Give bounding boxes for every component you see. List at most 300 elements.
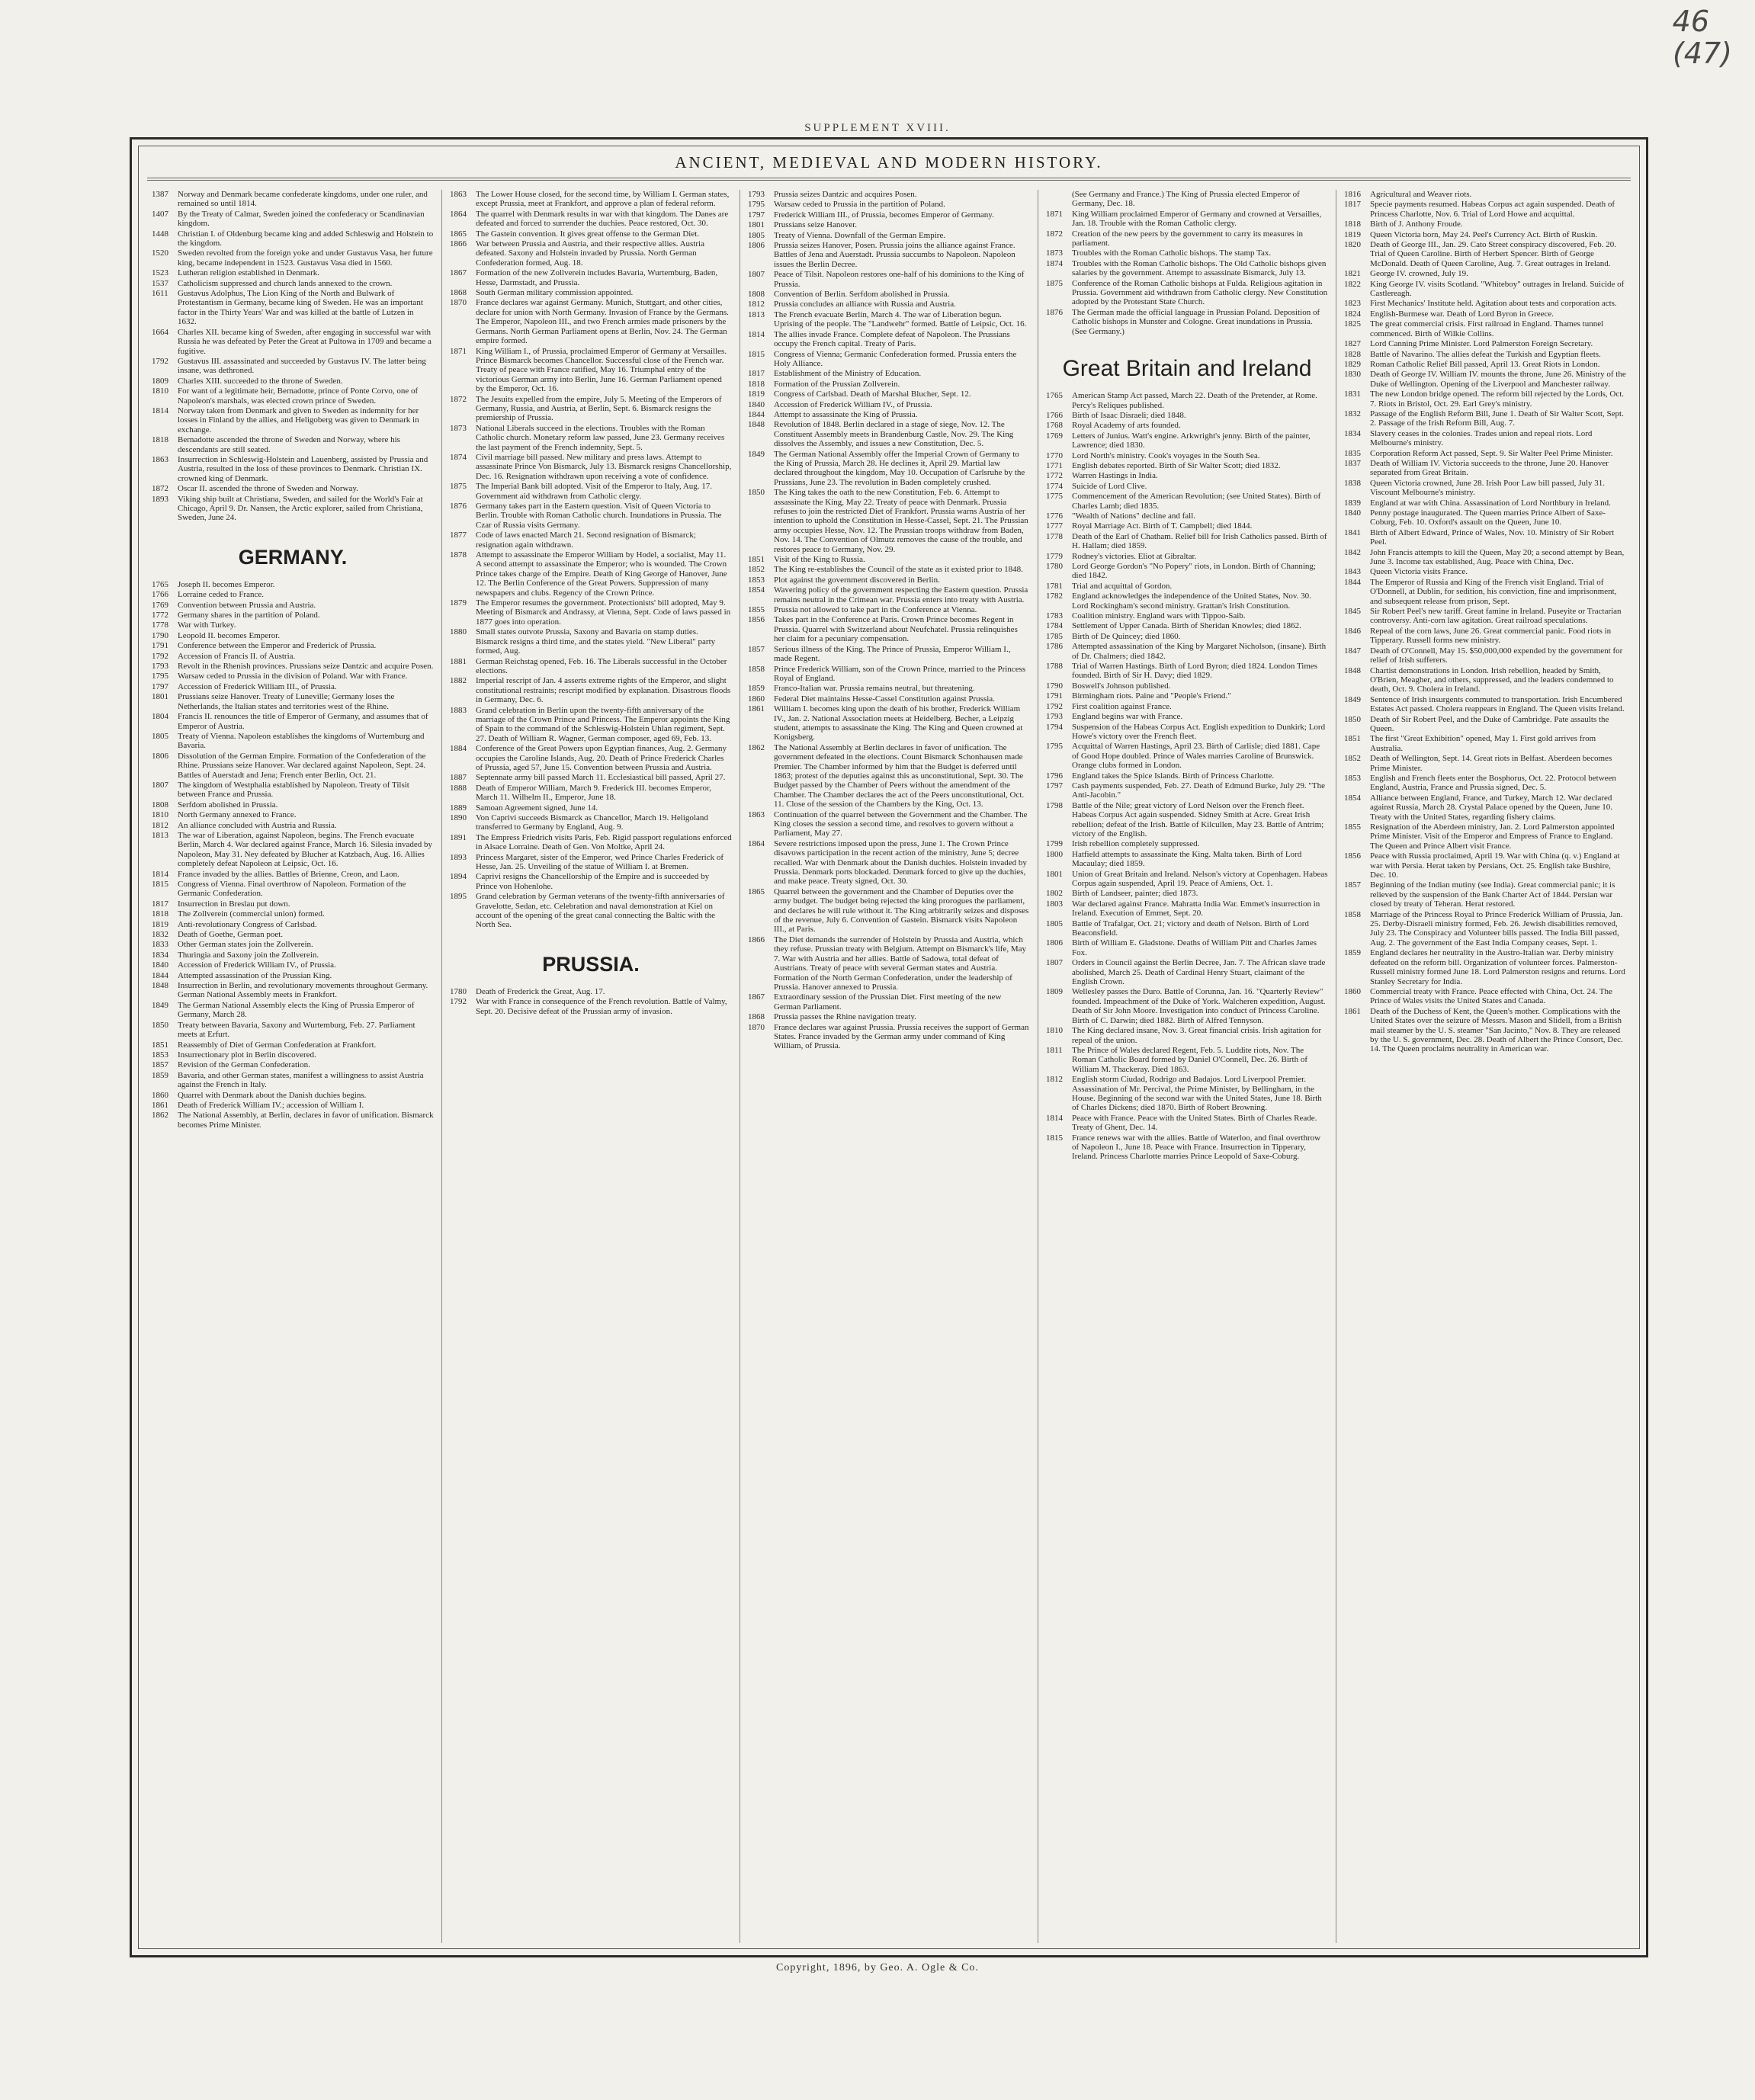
- history-entry: [450, 550, 732, 598]
- history-entry: [152, 672, 434, 681]
- history-entry: [152, 951, 434, 960]
- history-entry: [748, 575, 1030, 585]
- entry-year: 1860: [152, 1090, 168, 1100]
- history-entry: [1344, 319, 1626, 338]
- entry-text: The German National Assembly elects the King of Prussia Emperor of Germany, March 28.: [178, 1000, 415, 1020]
- entry-text: Gustavus III. assassinated and succeeded by Gustavus IV. The latter being insane, was dethroned.: [178, 356, 426, 376]
- entry-text: The Diet demands the surrender of Holstein by Prussia and Austria, which they refuse. Prussian treaty with Belgium. Attempt on Bismarck's life, May 7. War with Austria and her allies. Battle of Sadowa, total defeat of Austrians. Treaty of peace with several German states and Austria. Formation of the North German Confederation, under the leadership of Prussia. Hanover annexed to Prussia.: [774, 935, 1027, 992]
- history-entry: [1344, 754, 1626, 773]
- entry-text: Birth of William E. Gladstone. Deaths of William Pitt and Charles James Fox.: [1072, 938, 1317, 957]
- entry-text: Trial and acquittal of Gordon.: [1072, 581, 1173, 591]
- entry-text: The King takes the oath to the new Constitution, Feb. 6. Attempt to assassinate the King, May 22. Treaty of peace with Denmark. Prussia refuses to join the restricted Diet of Frankfort. Prussia warns Austria of her intention to uphold the Constitution in Hesse-Cassel, Sept. 21. The Prussian army occupies Hesse, Nov. 12. The Prussian troops withdraw from Baden, Nov. 14. The Convention of Olmutz removes the cause of the trouble, and restores peace to Germany, Nov. 29.: [774, 488, 1028, 554]
- entry-text: Death of the Duchess of Kent, the Queen's mother. Complications with the United States over the seizure of Messrs. Mason and Slidell, from a British mail steamer by the U. S. steamer "San Jacinto," Nov. 8. They are released by the U. S. government, Dec. 28. Death of Albert the Prince Consort, Dec. 14. The Queen proclaims neutrality in American war.: [1370, 1006, 1623, 1054]
- history-entry: [1344, 390, 1626, 409]
- history-entry: [1046, 1114, 1328, 1133]
- entry-year: 1797: [152, 681, 168, 691]
- entry-year: 1835: [1344, 448, 1361, 458]
- history-entry: [152, 435, 434, 454]
- entry-text: Catholicism suppressed and church lands annexed to the crown.: [178, 278, 393, 288]
- history-entry: [748, 645, 1030, 664]
- entry-text: Accession of Frederick William IV., of Prussia.: [774, 399, 932, 409]
- entry-text: Birth of Albert Edward, Prince of Wales, Nov. 10. Ministry of Sir Robert Peel.: [1370, 527, 1615, 547]
- history-entry: [1046, 781, 1328, 800]
- entry-text: The Empress Friedrich visits Paris, Feb. Rigid passport regulations enforced in Alsace Lorraine. Death of Gen. Von Moltke, April 24.: [476, 832, 732, 852]
- entry-year: 1852: [748, 565, 765, 575]
- entry-text: First coalition against France.: [1072, 701, 1172, 711]
- history-entry: [152, 880, 434, 899]
- entry-text: Convention between Prussia and Austria.: [178, 600, 316, 610]
- entry-year: 1859: [748, 684, 765, 694]
- history-entry: [1344, 578, 1626, 606]
- entry-text: The Jesuits expelled from the empire, July 5. Meeting of the Emperors of Germany, Russia, and Austria, at Berlin, Sept. 6. Bismarck resigns the premiership of Prussia.: [476, 394, 722, 423]
- history-entry: [152, 1021, 434, 1040]
- entry-year: 1818: [152, 435, 168, 445]
- entry-text: Corporation Reform Act passed, Sept. 9. Sir Walter Peel Prime Minister.: [1370, 448, 1613, 458]
- entry-text: Slavery ceases in the colonies. Trades union and repeal riots. Lord Melbourne's ministry.: [1370, 428, 1593, 448]
- entry-text: Bernadotte ascended the throne of Sweden and Norway, where his descendants are still seated.: [178, 435, 400, 454]
- entry-year: 1780: [1046, 562, 1063, 571]
- history-entry: [152, 940, 434, 949]
- entry-text: France invaded by the allies. Battles of Brienne, Creon, and Laon.: [178, 869, 399, 879]
- entry-year: 1861: [152, 1100, 168, 1110]
- entry-text: The war of Liberation, against Napoleon, begins. The French evacuate Berlin, March 4. War declared against France, March 16. Silesia invaded by Napoleon, May 31. Ney defeated by Blucher at Katzbach, Aug. 16. Allies completely defeat Napoleon at Leipsic, Oct. 16.: [178, 830, 432, 869]
- history-entry: [1344, 548, 1626, 567]
- history-entry: [1046, 592, 1328, 611]
- entry-text: Queen Victoria born, May 24. Peel's Currency Act. Birth of Ruskin.: [1370, 229, 1598, 239]
- entry-text: England at war with China. Assassination of Lord Northbury in Ireland.: [1370, 498, 1611, 508]
- history-entry: [152, 210, 434, 229]
- entry-text: Death of Goethe, German poet.: [178, 930, 284, 940]
- history-entry: [152, 590, 434, 599]
- entry-text: Treaty of Vienna. Napoleon establishes the kingdoms of Wurtemburg and Bavaria.: [178, 731, 425, 751]
- history-entry: [1046, 308, 1328, 336]
- entry-text: Cash payments suspended, Feb. 27. Death of Edmund Burke, July 29. "The Anti-Jacobin.": [1072, 781, 1325, 800]
- entry-text: Creation of the new peers by the government to carry its measures in parliament.: [1072, 229, 1304, 248]
- entry-year: 1766: [1046, 410, 1063, 420]
- history-entry: [1344, 479, 1626, 498]
- entry-year: 1523: [152, 268, 168, 278]
- entry-year: 1891: [450, 832, 467, 842]
- entry-text: Peace with Russia proclaimed, April 19. War with China (q. v.) England at war with Persia. Herat taken by Persians, Oct. 25. English take Bushire, Dec. 10.: [1370, 851, 1620, 880]
- entry-year: 1878: [450, 550, 467, 560]
- entry-year: 1793: [1046, 712, 1063, 722]
- entry-year: 1834: [152, 950, 168, 960]
- entry-text: Royal Marriage Act. Birth of T. Campbell; died 1844.: [1072, 521, 1253, 531]
- entry-year: 1805: [152, 731, 168, 741]
- history-entry: [1344, 734, 1626, 753]
- entry-text: Peace of Tilsit. Napoleon restores one-half of his dominions to the King of Prussia.: [774, 270, 1025, 289]
- entry-year: 1780: [450, 986, 467, 996]
- entry-text: Christian I. of Oldenburg became king and added Schleswig and Holstein to the kingdom.: [178, 229, 434, 248]
- entry-year: 1778: [1046, 531, 1063, 541]
- entry-text: Treaty of Vienna. Downfall of the German Empire.: [774, 230, 946, 240]
- history-entry: [1344, 715, 1626, 734]
- entry-year: 1611: [152, 289, 168, 299]
- entry-text: England begins war with France.: [1072, 712, 1183, 722]
- history-entry: [1344, 528, 1626, 547]
- entry-year: 1868: [450, 288, 467, 298]
- entry-text: English-Burmese war. Death of Lord Byron in Greece.: [1370, 309, 1554, 319]
- entry-year: 1808: [152, 800, 168, 810]
- entry-year: 1792: [450, 997, 467, 1007]
- history-entry: [152, 377, 434, 386]
- entry-text: Plot against the government discovered in Berlin.: [774, 575, 940, 585]
- entry-year: 1844: [748, 409, 765, 419]
- entry-text: Marriage of the Princess Royal to Prince Frederick William of Prussia, Jan. 25. Derby-Disraeli ministry formed, Feb. 26. Jewish disabilities removed, July 23. The Conspiracy and Volunteer bills passed. The India Bill passed, Aug. 2. The government of the East India Company ceases, Sept. 1.: [1370, 909, 1623, 947]
- history-entry: [748, 585, 1030, 604]
- history-entry: [748, 231, 1030, 240]
- history-entry: [748, 743, 1030, 810]
- history-entry: [152, 692, 434, 711]
- entry-year: 1806: [1046, 938, 1063, 948]
- entry-year: 1871: [1046, 209, 1063, 219]
- history-entry: [1344, 409, 1626, 428]
- entry-year: 1858: [748, 664, 765, 674]
- history-entry: [152, 960, 434, 970]
- entry-text: National Liberals succeed in the elections. Troubles with the Roman Catholic church. Monetary reform law passed, June 23. Germany receives the last payment of the French indemnity, Sept. 5.: [476, 423, 725, 452]
- entry-year: 1788: [1046, 662, 1063, 672]
- entry-text: Establishment of the Ministry of Education.: [774, 369, 922, 379]
- entry-text: English and French fleets enter the Bosphorus, Oct. 22. Protocol between England, Austria, France and Prussia signed, Dec. 5.: [1370, 773, 1616, 793]
- history-entry: [1344, 309, 1626, 319]
- history-entry: [748, 810, 1030, 838]
- history-entry: [152, 971, 434, 980]
- entry-year: 1537: [152, 278, 168, 288]
- history-entry: [1046, 248, 1328, 258]
- entry-year: 1825: [1344, 319, 1361, 329]
- entry-text: Death of Sir Robert Peel, and the Duke of Cambridge. Pate assaults the Queen.: [1370, 714, 1609, 733]
- entry-text: Battle of Navarino. The allies defeat the Turkish and Egyptian fleets.: [1370, 349, 1601, 359]
- entry-year: 1870: [748, 1022, 765, 1032]
- entry-year: 1776: [1046, 511, 1063, 521]
- history-entry: [1344, 567, 1626, 576]
- entry-text: Passage of the English Reform Bill, June 1. Death of Sir Walter Scott, Sept. 2. Passage of the Irish Reform Bill, Aug. 7.: [1370, 409, 1624, 428]
- history-entry: [748, 555, 1030, 564]
- history-entry: [1344, 350, 1626, 359]
- entry-year: 1816: [1344, 190, 1361, 199]
- entry-text: Birth of J. Anthony Froude.: [1370, 220, 1463, 229]
- history-entry: [1046, 771, 1328, 781]
- entry-text: Revolt in the Rhenish provinces. Prussians seize Dantzic and acquire Posen.: [178, 662, 434, 672]
- entry-year: 1387: [152, 190, 168, 199]
- entry-year: 1883: [450, 705, 467, 715]
- history-entry: [1046, 987, 1328, 1025]
- entry-text: Convention of Berlin. Serfdom abolished in Prussia.: [774, 290, 950, 300]
- entry-text: Leopold II. becomes Emperor.: [178, 630, 281, 640]
- entry-year: 1815: [748, 349, 765, 359]
- history-entry: [152, 930, 434, 939]
- entry-year: 1814: [748, 329, 765, 339]
- history-entry: [1046, 1046, 1328, 1074]
- entry-year: 1793: [152, 662, 168, 672]
- entry-text: King William I., of Prussia, proclaimed Emperor of Germany at Versailles. Prince Bismarck becomes Chancellor. Successful close of the French war. Treaty of peace with France ratified, May 16. Triumphal entry of the victorious German army into Berlin, June 16. German Parliament opened by the Emperor, Oct. 16.: [476, 346, 727, 394]
- history-entry: [450, 502, 732, 530]
- entry-text: War with France in consequence of the French revolution. Battle of Valmy, Sept. 20. Decisive defeat of the Prussian army of invasion.: [476, 997, 727, 1016]
- history-entry: [1344, 627, 1626, 646]
- history-entry: [152, 484, 434, 493]
- entry-year: 1867: [748, 992, 765, 1002]
- history-entry: [152, 289, 434, 327]
- entry-year: 1768: [1046, 421, 1063, 431]
- entry-text: Franco-Italian war. Prussia remains neutral, but threatening.: [774, 684, 975, 694]
- entry-year: 1794: [1046, 722, 1063, 732]
- history-entry: [748, 605, 1030, 614]
- entry-text: Formation of the new Zollverein includes Bavaria, Wurtemburg, Baden, Hesse, Darmstadt, and Prussia.: [476, 268, 718, 287]
- entry-text: Insurrection in Schleswig-Holstein and Lauenberg, assisted by Prussia and Austria, resulted in the loss of these provinces to Denmark. Christian IX. crowned king of Denmark.: [178, 454, 428, 483]
- entry-text: Prussia concludes an alliance with Russia and Austria.: [774, 300, 956, 309]
- history-entry: [1046, 210, 1328, 229]
- entry-year: 1855: [1344, 822, 1361, 832]
- entry-text: Death of William IV. Victoria succeeds to the throne, June 20. Hanover separated from Great Britain.: [1370, 458, 1609, 478]
- entry-text: Treaty between Bavaria, Saxony and Wurtemburg, Feb. 27. Parliament meets at Erfurt.: [178, 1020, 415, 1040]
- entry-year: 1864: [450, 209, 467, 219]
- entry-year: 1801: [1046, 869, 1063, 879]
- history-entry: [152, 1040, 434, 1050]
- history-entry: [1344, 774, 1626, 793]
- entry-text: Princess Margaret, sister of the Emperor, wed Prince Charles Frederick of Hesse, Jan. 25. Unveiling of the statue of William I. at Bremen.: [476, 852, 723, 872]
- entry-year: 1862: [152, 1111, 168, 1121]
- history-entry: [152, 800, 434, 810]
- entry-year: 1815: [1046, 1133, 1063, 1143]
- entry-text: Attempted assassination of the Prussian King.: [178, 970, 332, 980]
- history-entry: [152, 1111, 434, 1130]
- entry-text: Death of George IV. William IV. mounts the throne, June 26. Ministry of the Duke of Wellington. Opening of the Liverpool and Manchester railway.: [1370, 370, 1626, 389]
- entry-text: Chartist demonstrations in London. Irish rebellion, headed by Smith, O'Brien, Meagher, and others, suppressed, and the leaders condemned to death, Oct. 9. Cholera in Ireland.: [1370, 665, 1614, 694]
- history-entry: [748, 410, 1030, 419]
- entry-year: 1791: [152, 641, 168, 651]
- page-frame: [130, 137, 1648, 1957]
- history-entry: [1344, 220, 1626, 229]
- entry-year: 1872: [450, 394, 467, 404]
- entry-text: Warren Hastings in India.: [1072, 471, 1158, 481]
- history-entry: [152, 752, 434, 780]
- entry-year: 1895: [450, 892, 467, 902]
- history-entry: [450, 657, 732, 676]
- history-entry: [748, 270, 1030, 289]
- entry-text: Commercial treaty with France. Peace effected with China, Oct. 24. The Prince of Wales visits the United States and Canada.: [1370, 986, 1612, 1006]
- history-entry: [450, 229, 732, 239]
- history-entry: [152, 920, 434, 929]
- history-entry: [1344, 499, 1626, 508]
- entry-text: Prussia not allowed to take part in the Conference at Vienna.: [774, 605, 977, 615]
- entry-year: 1786: [1046, 642, 1063, 652]
- history-entry: [1046, 229, 1328, 248]
- history-entry: [152, 1071, 434, 1090]
- entry-year: 1407: [152, 209, 168, 219]
- entry-year: 1876: [1046, 307, 1063, 317]
- entry-year: 1819: [1344, 229, 1361, 239]
- column-4: [1038, 190, 1336, 1943]
- entry-year: 1817: [748, 369, 765, 379]
- history-entry: [1344, 360, 1626, 369]
- history-entry: [152, 328, 434, 356]
- history-entry: [1046, 482, 1328, 491]
- entry-year: 1857: [748, 644, 765, 654]
- entry-text: Irish rebellion completely suppressed.: [1072, 839, 1200, 849]
- entry-text: Penny postage inaugurated. The Queen marries Prince Albert of Saxe-Coburg, Feb. 10. Oxford's assault on the Queen, June 10.: [1370, 508, 1606, 527]
- history-entry: [1344, 910, 1626, 948]
- entry-year: 1812: [748, 300, 765, 309]
- entry-text: Congress of Carlsbad. Death of Marshal Blucher, Sept. 12.: [774, 390, 971, 399]
- entry-year: 1865: [450, 229, 467, 239]
- history-entry: [1046, 801, 1328, 839]
- entry-year: 1796: [1046, 771, 1063, 781]
- entry-text: Thuringia and Saxony join the Zollverein.: [178, 950, 319, 960]
- entry-year: 1814: [152, 406, 168, 415]
- entry-text: Warsaw ceded to Prussia in the partition of Poland.: [774, 200, 945, 210]
- history-entry: [1046, 662, 1328, 681]
- entry-year: 1803: [1046, 899, 1063, 909]
- entry-year: 1792: [152, 651, 168, 661]
- entry-text: Prussia passes the Rhine navigation treaty.: [774, 1012, 916, 1022]
- history-entry: [748, 330, 1030, 349]
- entry-text: For want of a legitimate heir, Bernadotte, prince of Ponte Corvo, one of Napoleon's marshals, was elected crown prince of Sweden.: [178, 386, 419, 406]
- entry-year: 1778: [152, 620, 168, 630]
- history-entry: [152, 981, 434, 1000]
- entry-year: 1840: [1344, 508, 1361, 518]
- history-entry: [450, 813, 732, 832]
- entry-text: The Zollverein (commercial union) formed.: [178, 909, 325, 919]
- entry-text: American Stamp Act passed, March 22. Death of the Pretender, at Rome. Percy's Reliques published.: [1072, 391, 1317, 410]
- history-entry: [1344, 370, 1626, 389]
- entry-year: 1664: [152, 327, 168, 337]
- entry-text: Lord George Gordon's "No Popery" riots, in London. Birth of Channing; died 1842.: [1072, 562, 1316, 581]
- history-entry: [1046, 451, 1328, 460]
- history-entry: [152, 870, 434, 879]
- entry-text: Acquittal of Warren Hastings, April 23. Birth of Carlisle; died 1881. Cape of Good Hope doubled. Prince of Wales marries Caroline of Brunswick. Orange clubs formed in London.: [1072, 742, 1320, 771]
- entry-year: 1872: [1046, 229, 1063, 239]
- entry-text: Prussia seizes Dantzic and acquires Posen.: [774, 190, 917, 199]
- entry-year: 1876: [450, 502, 467, 511]
- entry-text: France declares war against Germany. Munich, Stuttgart, and other cities, declare for union with North Germany. Invasion of France by the Germans. The Emperor, Napoleon III., and two French armies made prisoners by the Germans. North German Parliament opens at Berlin, Nov. 24. The German empire formed.: [476, 298, 729, 346]
- history-entry: [450, 676, 732, 704]
- entry-text: George IV. crowned, July 19.: [1370, 269, 1468, 279]
- history-entry: [748, 310, 1030, 329]
- entry-text: Warsaw ceded to Prussia in the division of Poland. War with France.: [178, 672, 408, 681]
- history-entry: [450, 892, 732, 930]
- entry-year: 1832: [152, 930, 168, 940]
- entry-year: 1806: [748, 241, 765, 251]
- entry-text: Wellesley passes the Duro. Battle of Corunna, Jan. 16. "Quarterly Review" founded. Impeachment of the Duke of York. Walcheren expedition, August. Death of Sir John Moore. Investigation into conduct of Princess Caroline. Birth of C. Darwin; died 1882. Birth of Alfred Tennyson.: [1072, 987, 1326, 1025]
- entry-year: 1888: [450, 783, 467, 793]
- entry-year: 1811: [1046, 1045, 1063, 1055]
- history-entry: [748, 694, 1030, 704]
- column-5: [1336, 190, 1634, 1943]
- history-entry: [450, 773, 732, 782]
- entry-text: Death of O'Connell, May 15. $50,000,000 expended by the government for relief of Irish sufferers.: [1370, 646, 1623, 665]
- entry-year: 1790: [1046, 681, 1063, 691]
- entry-text: Charles XIII. succeeded to the throne of Sweden.: [178, 376, 343, 386]
- entry-year: 1818: [1344, 220, 1361, 229]
- entry-year: 1809: [152, 376, 168, 386]
- entry-text: Lord North's ministry. Cook's voyages in the South Sea.: [1072, 450, 1260, 460]
- entry-year: 1849: [1344, 694, 1361, 704]
- entry-text: Rodney's victories. Eliot at Gibraltar.: [1072, 551, 1197, 561]
- entry-year: 1845: [1344, 607, 1361, 617]
- history-entry: [1046, 938, 1328, 957]
- entry-year: 1872: [152, 484, 168, 494]
- entry-text: Continuation of the quarrel between the Government and the Chamber. The King closes the session a second time, and resolves to govern without a Parliament, May 27.: [774, 810, 1028, 838]
- history-entry: [748, 887, 1030, 935]
- entry-year: 1792: [1046, 701, 1063, 711]
- entry-text: Serious illness of the King. The Prince of Prussia, Emperor William I., made Regent.: [774, 644, 1011, 664]
- entry-year: 1863: [152, 454, 168, 464]
- entry-year: 1856: [748, 615, 765, 625]
- entry-year: 1856: [1344, 851, 1361, 861]
- section-title: Great Britain and Ireland: [1062, 356, 1312, 382]
- entry-year: 1817: [1344, 200, 1361, 210]
- entry-text: Settlement of Upper Canada. Birth of Sheridan Knowles; died 1862.: [1072, 621, 1301, 631]
- entry-year: 1839: [1344, 498, 1361, 508]
- entry-year: 1784: [1046, 621, 1063, 631]
- history-entry: [152, 641, 434, 650]
- history-entry: [1344, 240, 1626, 268]
- history-entry: [748, 300, 1030, 309]
- entry-text: Francis II. renounces the title of Emperor of Germany, and assumes that of Emperor of Austria.: [178, 712, 428, 731]
- history-entry: [450, 803, 732, 813]
- entry-text: Lorraine ceded to France.: [178, 590, 264, 600]
- history-entry: [450, 210, 732, 229]
- entry-text: Bavaria, and other German states, manifest a willingness to assist Austria against the French in Italy.: [178, 1070, 424, 1090]
- entry-year: 1774: [1046, 481, 1063, 491]
- entry-year: 1807: [1046, 958, 1063, 968]
- entry-text: Quarrel between the government and the Chamber of Deputies over the army budget. The budget being rejected the king prorogues the parliament, and declares he will rule without it. The King arbitrarily seizes and disposes of the revenue, July 6. Convention of Gastein. Bismarck visits Napoleon III., at Paris.: [774, 886, 1029, 935]
- entry-text: Sentence of Irish insurgents commuted to transportation. Irish Encumbered Estates Act passed. Cholera reappears in England. The Queen visits Ireland.: [1370, 694, 1625, 714]
- entry-year: 1858: [1344, 909, 1361, 919]
- entry-text: Death of the Earl of Chatham. Relief bill for Irish Catholics passed. Birth of H. Hallam; died 1859.: [1072, 531, 1327, 551]
- entry-text: Dissolution of the German Empire. Formation of the Confederation of the Rhine. Prussians seize Hanover. War declared against Napoleon, Sept. 24. Battles of Auerstadt and Jena; French enter Berlin, Oct. 21.: [178, 751, 426, 780]
- entry-text: The first "Great Exhibition" opened, May 1. First gold arrives from Australia.: [1370, 734, 1596, 753]
- entry-year: 1871: [450, 346, 467, 356]
- history-entry: [1046, 421, 1328, 430]
- entry-year: 1812: [152, 820, 168, 830]
- entry-year: 1868: [748, 1012, 765, 1022]
- entry-text: Lutheran religion established in Denmark.: [178, 268, 320, 278]
- entry-year: 1823: [1344, 299, 1361, 309]
- history-entry: [1046, 702, 1328, 711]
- history-entry: [1344, 230, 1626, 239]
- entry-text: Grand celebration by German veterans of the twenty-fifth anniversaries of Gravelotte, Sedan, etc. Celebration and naval demonstration at Kiel on account of the opening of the great canal connecting the Baltic with the North Sea.: [476, 892, 725, 930]
- entry-text: Boswell's Johnson published.: [1072, 681, 1171, 691]
- history-entry: [450, 190, 732, 209]
- entry-year: 1802: [1046, 889, 1063, 899]
- entry-year: 1860: [1344, 986, 1361, 996]
- entry-text: Other German states join the Zollverein.: [178, 940, 313, 950]
- entry-text: Norway taken from Denmark and given to Sweden as indemnity for her losses in Finland by the allies, and Heligoberg was given to Denmark in exchange.: [178, 406, 419, 434]
- entry-year: 1828: [1344, 349, 1361, 359]
- entry-text: King George IV. visits Scotland. "Whiteboy" outrages in Ireland. Suicide of Castlereagh.: [1370, 279, 1625, 299]
- entry-text: Extraordinary session of the Prussian Diet. First meeting of the new German Parliament.: [774, 992, 1002, 1012]
- entry-year: 1850: [1344, 714, 1361, 724]
- history-entry: [1046, 691, 1328, 701]
- entry-text: Formation of the Prussian Zollverein.: [774, 379, 900, 389]
- history-entry: [152, 781, 434, 800]
- entry-year: 1812: [1046, 1075, 1063, 1085]
- history-entry: [1344, 948, 1626, 986]
- entry-text: The King declared insane, Nov. 3. Great financial crisis. Irish agitation for repeal of the union.: [1072, 1026, 1322, 1045]
- history-entry: [152, 732, 434, 751]
- history-entry: [450, 347, 732, 394]
- entry-year: 1777: [1046, 521, 1063, 531]
- history-entry: [1344, 822, 1626, 851]
- entry-text: Repeal of the corn laws, June 26. Great commercial panic. Food riots in Tipperary. Russell forms new ministry.: [1370, 626, 1612, 646]
- history-entry: [748, 210, 1030, 220]
- entry-year: 1831: [1344, 390, 1361, 399]
- history-entry: [152, 279, 434, 288]
- history-entry: [450, 268, 732, 287]
- history-entry: [1046, 190, 1328, 209]
- entry-year: 1853: [748, 575, 765, 585]
